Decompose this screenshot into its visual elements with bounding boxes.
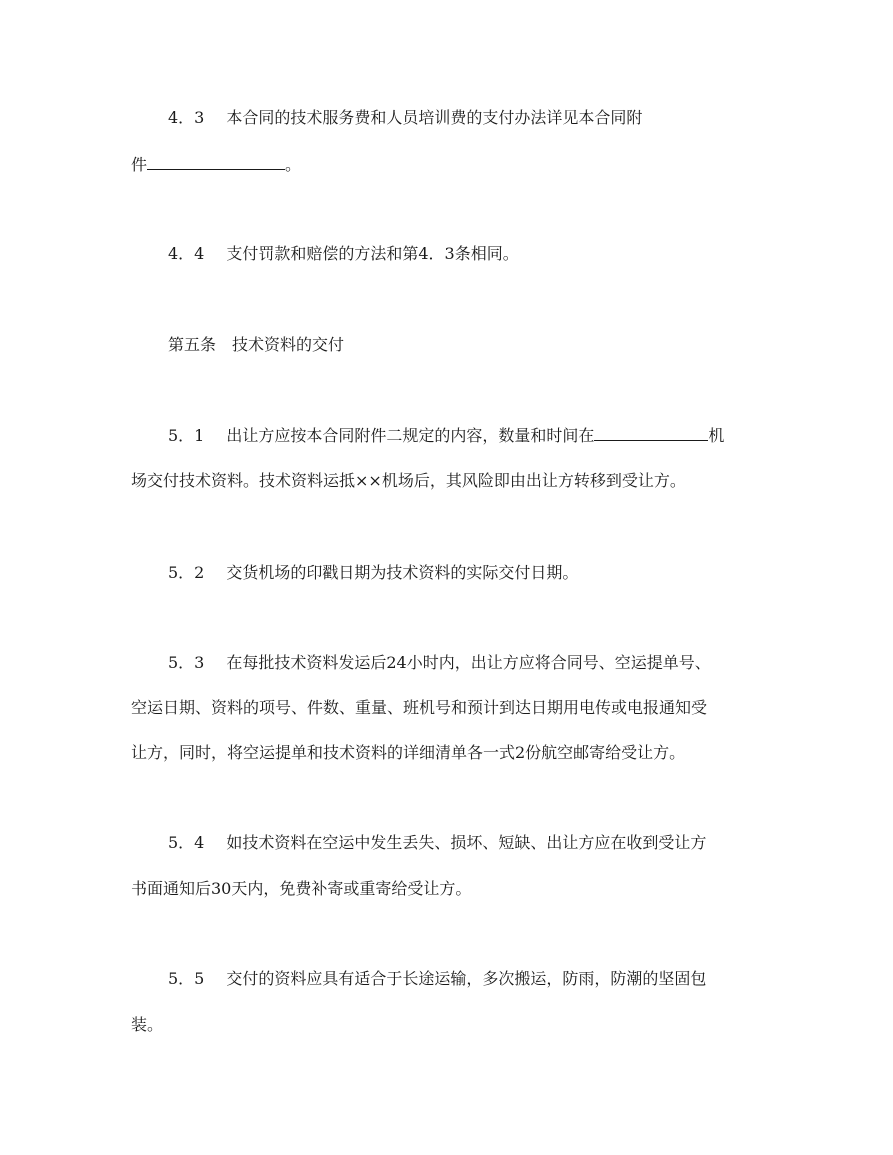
clause-text: 。 bbox=[285, 155, 302, 174]
clause-text: 机 bbox=[708, 426, 725, 445]
clause-5-3-line-3: 让方，同时，将空运提单和技术资料的详细清单各一式2份航空邮寄给受让方。 bbox=[131, 743, 686, 762]
clause-number: 5．3 bbox=[168, 653, 205, 672]
clause-text: 出让方应按本合同附件二规定的内容，数量和时间在 bbox=[226, 426, 595, 445]
clause-4-3-line-1 bbox=[168, 107, 642, 129]
fill-in-blank bbox=[594, 426, 708, 441]
clause-4-4-line-1 bbox=[168, 243, 519, 265]
clause-number: 4．4 bbox=[168, 244, 205, 263]
clause-number: 5．4 bbox=[168, 833, 205, 852]
fill-in-blank bbox=[147, 155, 285, 170]
clause-5-2-line-1 bbox=[168, 562, 578, 584]
clause-number: 5．5 bbox=[168, 969, 205, 988]
clause-5-5-line-1 bbox=[168, 968, 706, 990]
clause-5-4-line-2: 书面通知后30天内，免费补寄或重寄给受让方。 bbox=[131, 879, 472, 898]
clause-text: 本合同的技术服务费和人员培训费的支付办法详见本合同附 bbox=[226, 108, 643, 127]
clause-number: 4．3 bbox=[168, 108, 205, 127]
clause-5-3-line-1 bbox=[168, 652, 711, 674]
clause-text: 件 bbox=[131, 155, 148, 174]
clause-text: 支付罚款和赔偿的方法和第4．3条相同。 bbox=[226, 244, 519, 263]
clause-5-1-line-1 bbox=[168, 425, 724, 447]
clause-5-5-line-2: 装。 bbox=[131, 1015, 164, 1034]
clause-5-1-line-2: 场交付技术资料。技术资料运抵××机场后，其风险即由出让方转移到受让方。 bbox=[131, 471, 686, 490]
clause-5-3-line-2: 空运日期、资料的项号、件数、重量、班机号和预计到达日期用电传或电报通知受 bbox=[131, 698, 708, 717]
clause-text: 交货机场的印戳日期为技术资料的实际交付日期。 bbox=[226, 563, 579, 582]
clause-number: 5．2 bbox=[168, 563, 205, 582]
clause-text: 在每批技术资料发运后24小时内，出让方应将合同号、空运提单号、 bbox=[226, 653, 711, 672]
clause-text: 如技术资料在空运中发生丢失、损坏、短缺、出让方应在收到受让方 bbox=[226, 833, 707, 852]
clause-4-3-line-2 bbox=[131, 154, 301, 176]
clause-text: 交付的资料应具有适合于长途运输，多次搬运，防雨，防潮的坚固包 bbox=[226, 969, 707, 988]
clause-number: 5．1 bbox=[168, 426, 205, 445]
clause-5-4-line-1 bbox=[168, 832, 706, 854]
article-5-title: 第五条 技术资料的交付 bbox=[168, 335, 345, 354]
